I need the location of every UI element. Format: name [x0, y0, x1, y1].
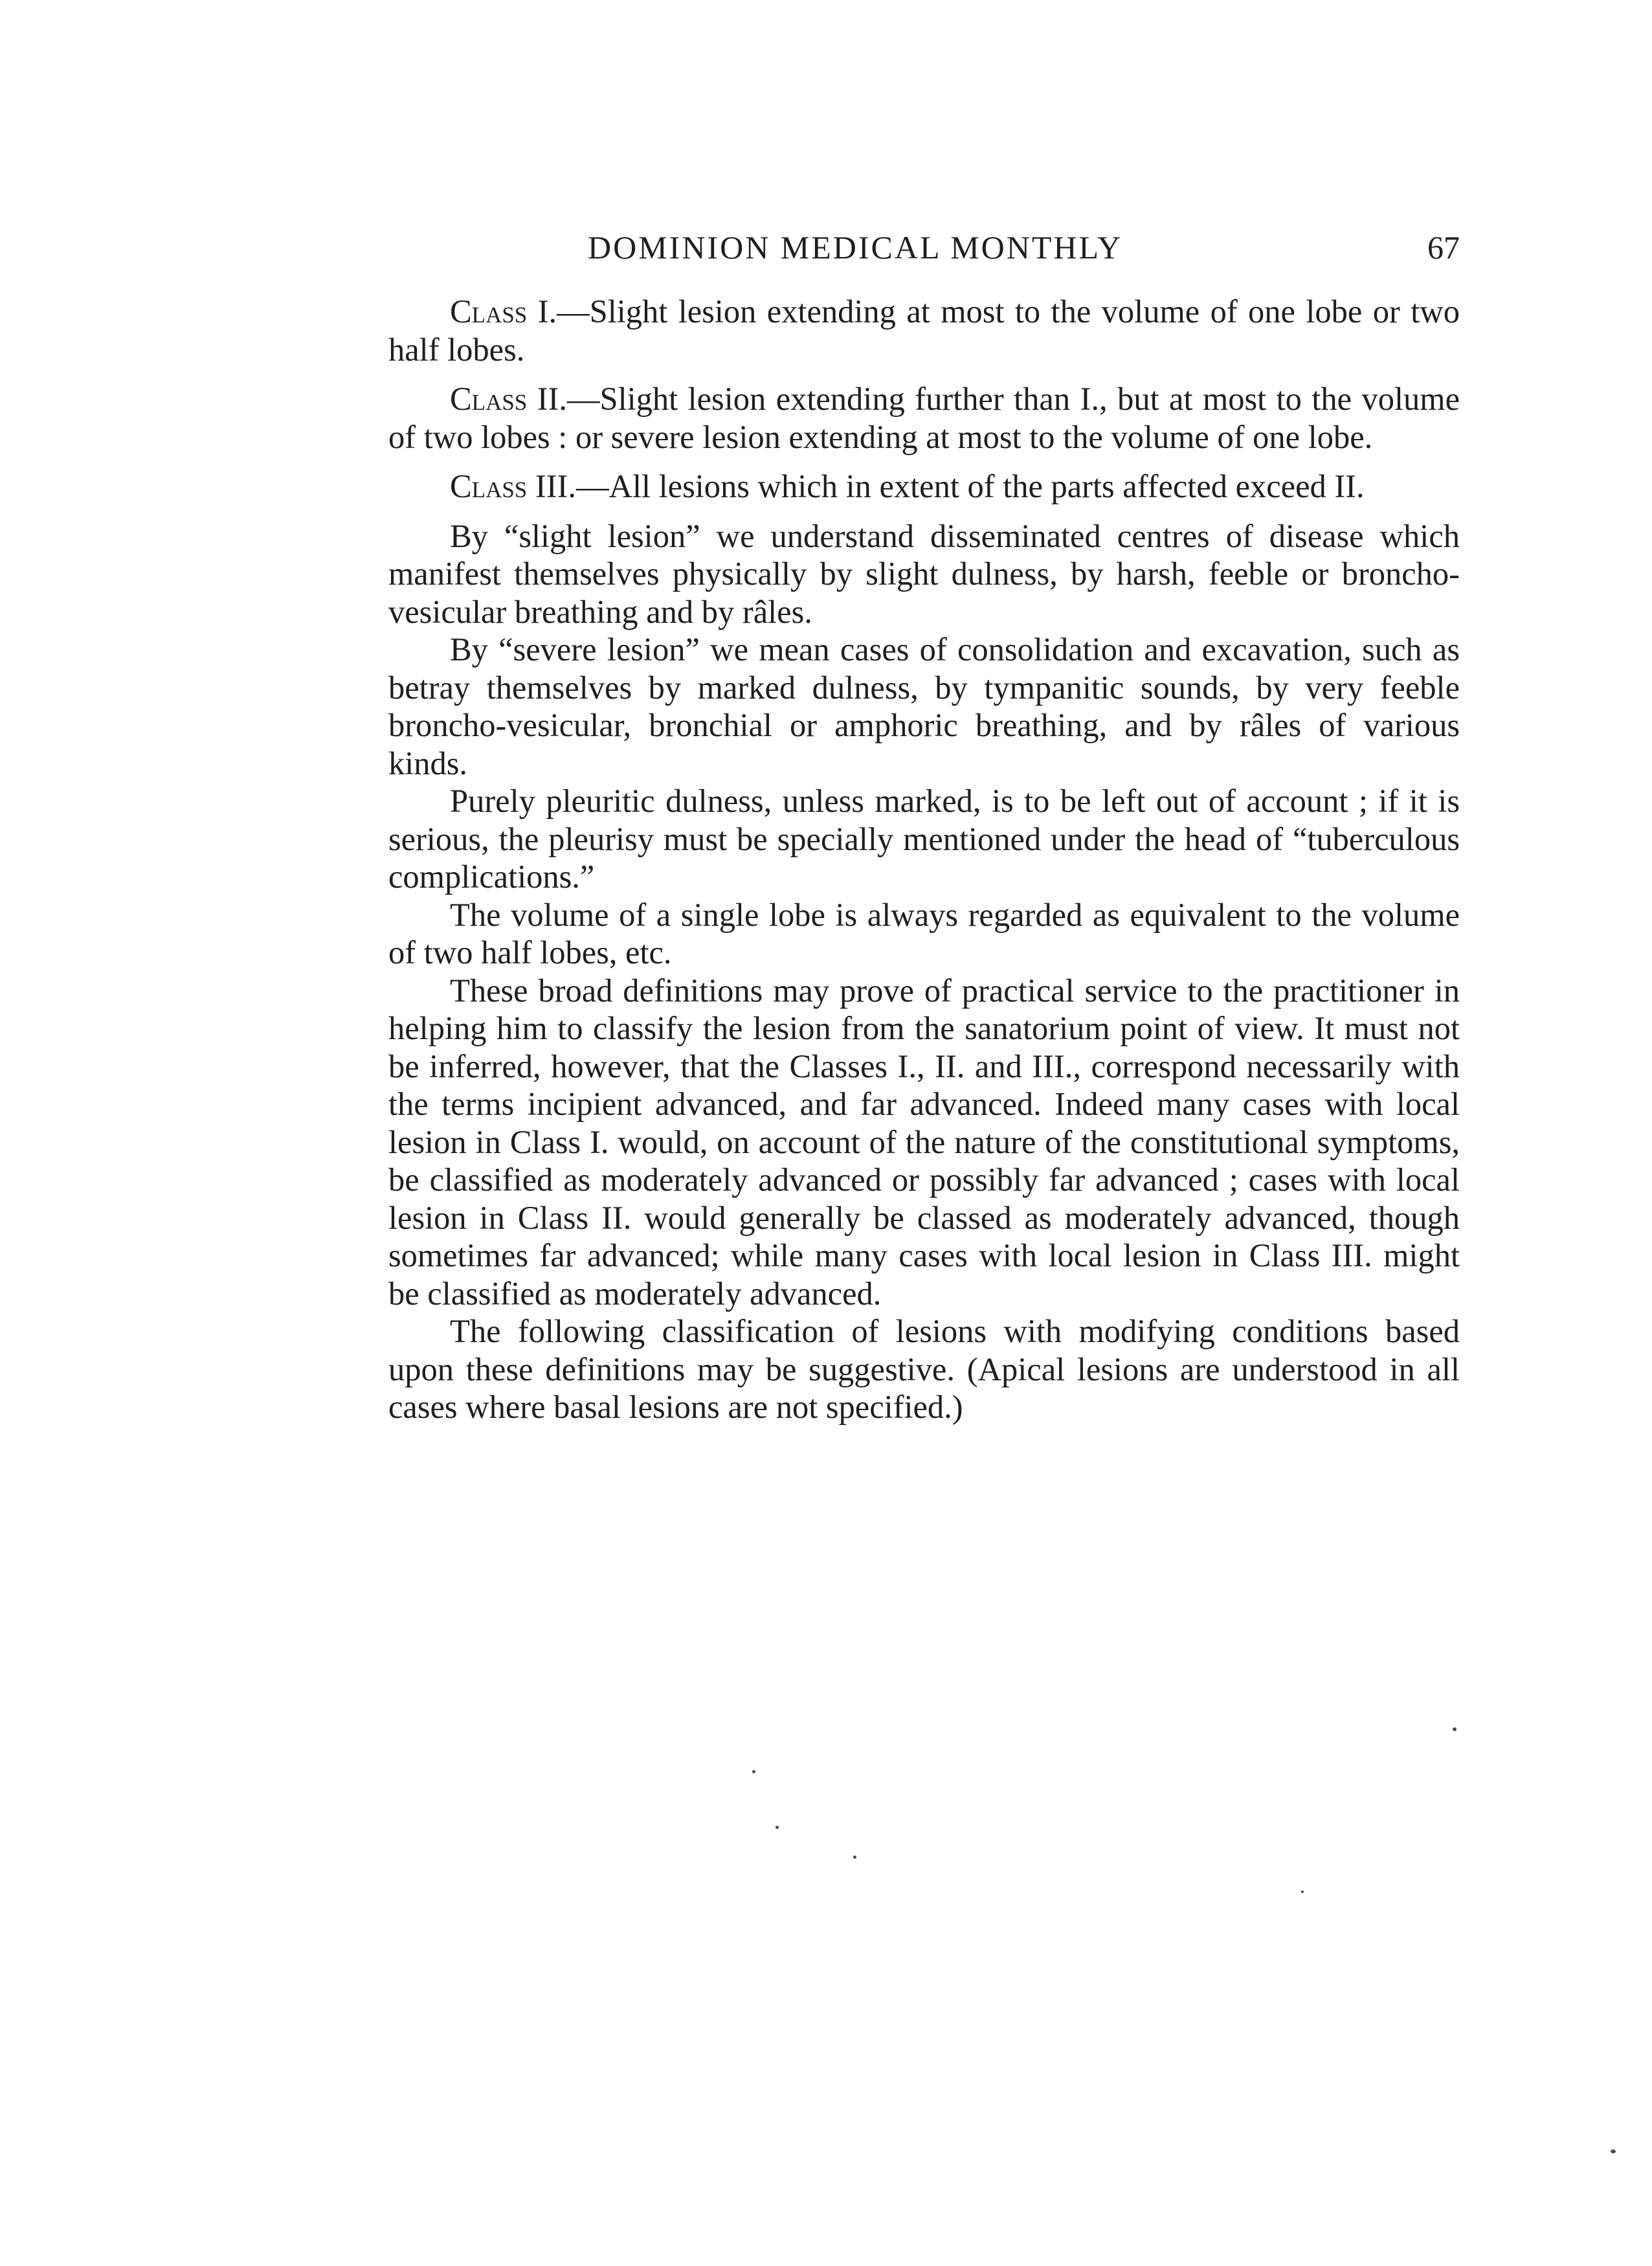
- class-label: Class I.: [450, 293, 557, 330]
- class-label: Class III.: [450, 468, 576, 504]
- paragraph-severe-lesion: By “severe lesion” we mean cases of consolidation and excavation, such as betray themselves by marked dulness, by tympanitic sounds, by very feeble broncho-vesicular, bronchial or amphoric breathing, and by râles of various kinds.: [388, 631, 1460, 781]
- paragraph-pleuritic-dulness: Purely pleuritic dulness, unless marked, is to be left out of account ; if it is serious, the pleurisy must be specially mentioned under the head of “tuberculous complications.”: [388, 783, 1460, 895]
- paragraph-broad-definitions: These broad definitions may prove of practical service to the practitioner in helping him to classify the lesion from the sanatorium point of view. It must not be inferred, however, that the Classes I., II. and III., correspond necessarily with the terms incipient advanced, and far advanced. Indeed many cases with local lesion in Class I. would, on account of the nature of the constitutional symptoms, be classified as moderately advanced or possibly far advanced ; cases with local lesion in Class II. would generally be classed as moderately advanced, though sometimes far advanced; while many cases with local lesion in Class III. might be classified as moderately advanced.: [388, 972, 1460, 1312]
- scan-speck: [1301, 1890, 1304, 1893]
- scan-speck: [1453, 1727, 1457, 1731]
- paragraph-lobe-volume: The volume of a single lobe is always regarded as equivalent to the volume of two half lobes, etc.: [388, 896, 1460, 970]
- scan-speck: [1611, 2149, 1616, 2153]
- scan-speck: [853, 1856, 856, 1859]
- class-definition-3: [388, 467, 1460, 506]
- scan-speck: [752, 1770, 755, 1773]
- page-number: 67: [1427, 229, 1460, 265]
- journal-title: DOMINION MEDICAL MONTHLY: [588, 229, 1123, 265]
- class-text: —All lesions which in extent of the parts affected exceed II.: [575, 468, 1365, 504]
- class-definition-2: [388, 380, 1460, 456]
- scan-speck: [776, 1826, 779, 1829]
- body-text: [388, 293, 1460, 1426]
- paragraph-slight-lesion: By “slight lesion” we understand disseminated centres of disease which manifest themselves physically by slight dulness, by harsh, feeble or broncho-vesicular breathing and by râles.: [388, 517, 1460, 630]
- class-text: —Slight lesion extending at most to the volume of one lobe or two half lobes.: [388, 293, 1460, 368]
- paragraph-following-classification: The following classification of lesions with modifying conditions based upon these definitions may be suggestive. (Apical lesions are understood in all cases where basal lesions are not specified.): [388, 1313, 1460, 1425]
- class-label: Class II.: [450, 381, 567, 417]
- class-text: —Slight lesion extending further than I., but at most to the volume of two lobes : or severe lesion extending at most to the volume of one lobe.: [388, 381, 1460, 455]
- class-definition-1: [388, 293, 1460, 368]
- running-head: [388, 228, 1460, 267]
